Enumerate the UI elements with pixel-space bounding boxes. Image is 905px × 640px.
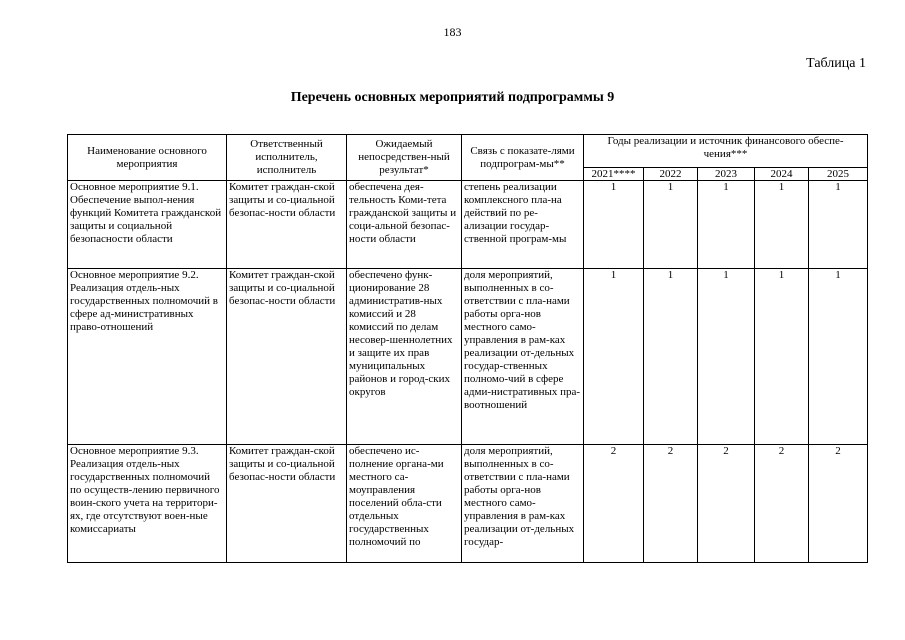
measure-executor: Комитет граждан-ской защиты и со-циальной безопас-ности области <box>227 181 347 269</box>
year-value: 2 <box>698 445 755 563</box>
header-years-group: Годы реализации и источник финансового обеспе-чения*** <box>584 135 868 168</box>
table-label: Таблица 1 <box>806 56 866 71</box>
year-value: 1 <box>698 181 755 269</box>
year-value: 1 <box>644 181 698 269</box>
year-value: 2 <box>755 445 809 563</box>
measure-result: обеспечено функ-ционирование 28 административ-ных комиссий и 28 комиссий по делам несовер-шеннолетних и защите их прав муниципальных районов и город-ских округов <box>347 269 462 445</box>
header-year: 2022 <box>644 168 698 181</box>
year-value: 2 <box>809 445 868 563</box>
table-row <box>68 269 868 445</box>
header-year: 2025 <box>809 168 868 181</box>
measure-name: Основное мероприятие 9.2. Реализация отдель-ных государственных полномочий в сфере ад-министративных право-отношений <box>68 269 227 445</box>
measure-executor: Комитет граждан-ской защиты и со-циальной безопас-ности области <box>227 269 347 445</box>
measure-indicator-link: степень реализации комплексного пла-на действий по ре-ализации государ-ственной програм-мы <box>462 181 584 269</box>
year-value: 2 <box>644 445 698 563</box>
measures-table <box>67 134 868 563</box>
measure-executor: Комитет граждан-ской защиты и со-циальной безопас-ности области <box>227 445 347 563</box>
table-row <box>68 181 868 269</box>
measure-name: Основное мероприятие 9.1. Обеспечение выпол-нения функций Комитета гражданской защиты и социальной безопасности области <box>68 181 227 269</box>
year-value: 1 <box>698 269 755 445</box>
measure-result: обеспечено ис-полнение органа-ми местного са-моуправления поселений обла-сти отдельных государственных полномочий по <box>347 445 462 563</box>
measure-indicator-link: доля мероприятий, выполненных в со-ответствии с пла-нами работы орга-нов местного само-управления в рам-ках реализации от-дельных государ- <box>462 445 584 563</box>
header-indicator-link: Связь с показате-лями подпрограм-мы** <box>462 135 584 181</box>
header-year: 2023 <box>698 168 755 181</box>
measure-indicator-link: доля мероприятий, выполненных в со-ответствии с пла-нами работы орга-нов местного само-управления в рам-ках реализации от-дельных государ-ственных полномо-чий в сфере адми-нистративных пра-воотношений <box>462 269 584 445</box>
year-value: 1 <box>584 269 644 445</box>
year-value: 1 <box>584 181 644 269</box>
header-executor: Ответственный исполнитель, исполнитель <box>227 135 347 181</box>
measure-result: обеспечена дея-тельность Коми-тета гражданской защиты и соци-альной безопас-ности области <box>347 181 462 269</box>
page-number: 183 <box>443 25 462 39</box>
header-year: 2024 <box>755 168 809 181</box>
measure-name: Основное мероприятие 9.3. Реализация отдель-ных государственных полномочий по осуществ-лению первичного воин-ского учета на территори-ях, где отсутствуют воен-ные комиссариаты <box>68 445 227 563</box>
year-value: 1 <box>755 181 809 269</box>
year-value: 1 <box>809 181 868 269</box>
year-value: 2 <box>584 445 644 563</box>
year-value: 1 <box>644 269 698 445</box>
year-value: 1 <box>809 269 868 445</box>
document-title: Перечень основных мероприятий подпрограммы 9 <box>290 90 615 105</box>
header-result: Ожидаемый непосредствен-ный результат* <box>347 135 462 181</box>
year-value: 1 <box>755 269 809 445</box>
header-name: Наименование основного мероприятия <box>68 135 227 181</box>
header-year: 2021**** <box>584 168 644 181</box>
table-row <box>68 445 868 563</box>
